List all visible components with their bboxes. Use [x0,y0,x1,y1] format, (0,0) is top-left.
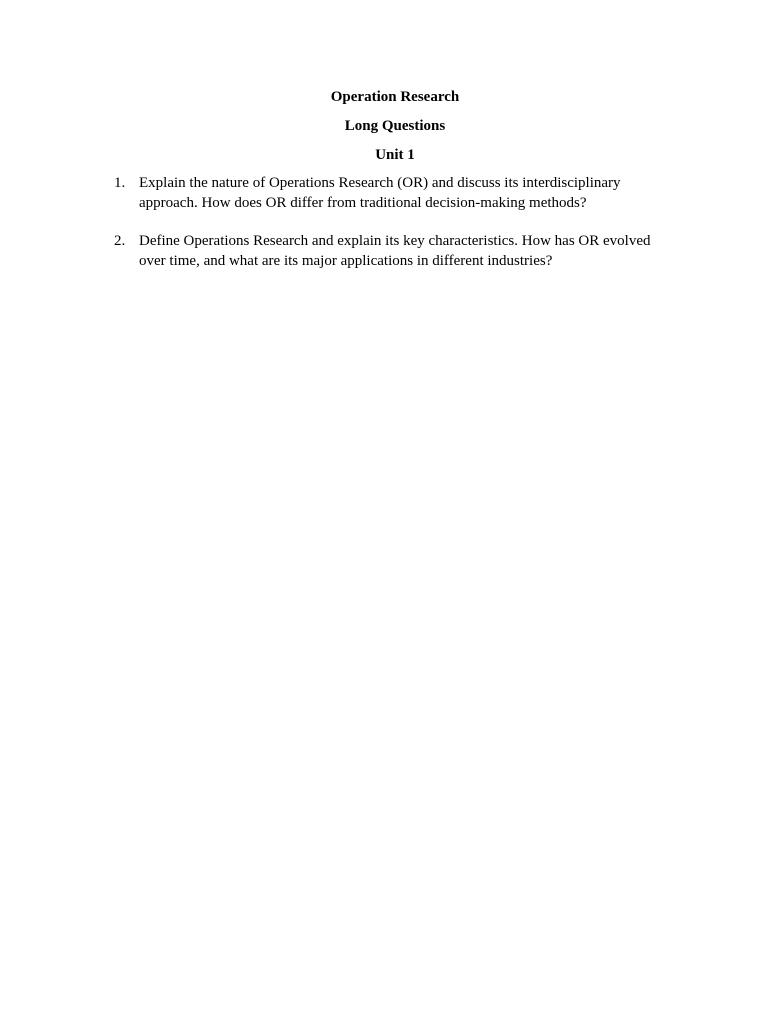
unit-heading: Unit 1 [375,147,415,163]
document-title: Operation Research [330,89,460,105]
question-number: 2. [114,233,126,249]
question-text: Define Operations Research and explain its key characteristics. How has OR evolved over time, and what are its major applications in different industries? [139,233,651,269]
question-number: 1. [114,175,126,191]
question-text: Explain the nature of Operations Research (OR) and discuss its interdisciplinary approach. How does OR differ from traditional decision-making methods? [139,175,621,211]
document-subtitle: Long Questions [344,118,446,134]
